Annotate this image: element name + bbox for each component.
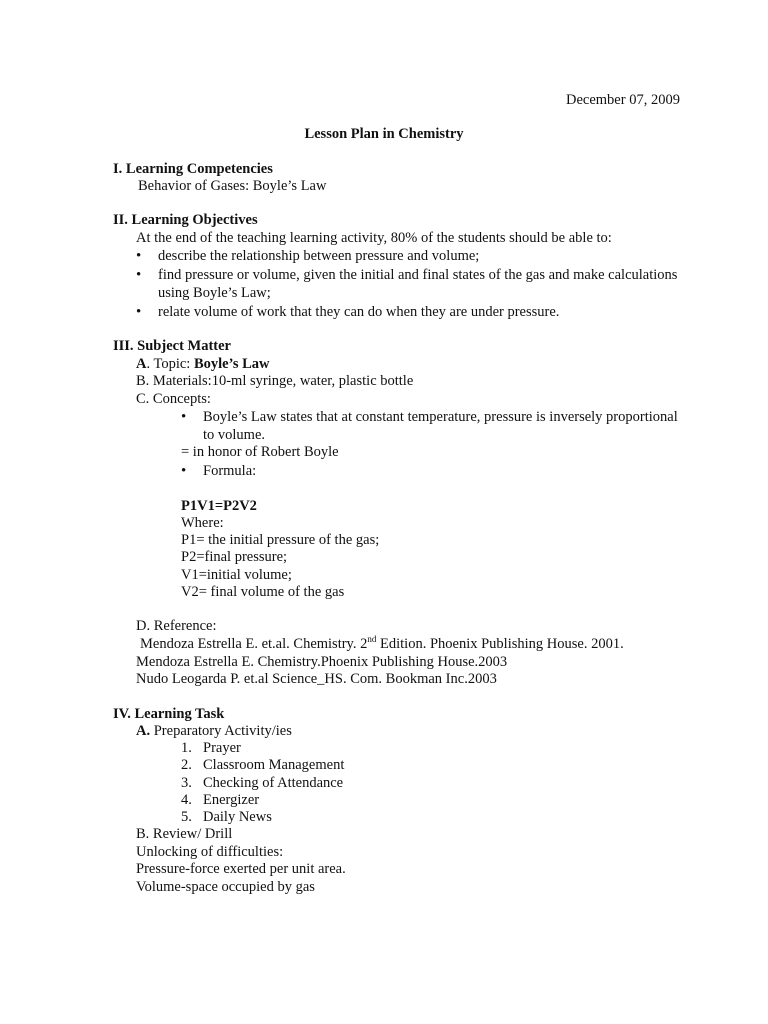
objective-item: • relate volume of work that they can do when they are under pressure. [158,304,559,321]
reference-item [140,636,624,653]
section-heading-subject-matter: III. Subject Matter [113,338,231,354]
objective-item-continued: using Boyle’s Law; [158,285,271,301]
unlocking-line: Unlocking of difficulties: [136,844,284,860]
formula-label: • Formula: [203,463,256,480]
activity-number: 2. [181,757,192,773]
activity-item [181,775,344,792]
reference-item: Mendoza Estrella E. Chemistry.Phoenix Publishing House.2003 [136,654,508,670]
activity-item [181,809,272,826]
objective-item: • describe the relationship between pressure and volume; [158,248,479,265]
topic-letter: A [136,356,147,372]
activity-item [181,792,260,809]
activity-text: Checking of Attendance [203,775,344,791]
concept-item-continued: to volume. [203,427,266,443]
reference-text: Edition. Phoenix Publishing House. 2001. [376,636,624,652]
activity-number: 1. [181,740,192,756]
pressure-definition: Pressure-force exerted per unit area. [136,861,346,877]
variable-definition: P1= the initial pressure of the gas; [181,532,380,548]
formula: P1V1=P2V2 [181,498,257,514]
where-label: Where: [181,515,224,531]
topic-prefix: . Topic: [146,356,191,372]
variable-definition: V2= final volume of the gas [181,584,345,600]
section-heading-competencies: I. Learning Competencies [113,161,273,177]
reference-label: D. Reference: [136,618,217,634]
activity-text: Daily News [203,809,272,825]
volume-definition: Volume-space occupied by gas [136,879,315,895]
activity-item [181,757,345,774]
objective-item: • find pressure or volume, given the initial and final states of the gas and make calculations [158,267,677,284]
preparatory-text: Preparatory Activity/ies [150,723,292,739]
activity-number: 5. [181,809,192,825]
activity-text: Prayer [203,740,241,756]
topic-value: Boyle’s Law [193,356,270,372]
document-date: December 07, 2009 [566,92,680,108]
concepts-line: C. Concepts: [136,391,211,407]
reference-item: Nudo Leogarda P. et.al Science_HS. Com. Bookman Inc.2003 [136,671,497,687]
review-line: B. Review/ Drill [136,826,233,842]
preparatory-line [136,723,292,740]
materials-line: B. Materials:10-ml syringe, water, plastic bottle [136,373,414,389]
concept-item: • Boyle’s Law states that at constant temperature, pressure is inversely proportional [203,409,678,426]
activity-number: 4. [181,792,192,808]
activity-text: Energizer [203,792,260,808]
section-heading-learning-task: IV. Learning Task [113,706,225,722]
activity-number: 3. [181,775,192,791]
section-heading-objectives: II. Learning Objectives [113,212,258,228]
variable-definition: P2=final pressure; [181,549,288,565]
activity-item [181,740,241,757]
objectives-intro: At the end of the teaching learning activity, 80% of the students should be able to: [136,230,612,246]
topic-line [136,356,270,373]
document-title: Lesson Plan in Chemistry [304,126,464,142]
honor-line: = in honor of Robert Boyle [181,444,339,460]
reference-superscript: nd [367,634,377,644]
competency-text: Behavior of Gases: Boyle’s Law [138,178,327,194]
preparatory-letter: A. [136,723,151,739]
variable-definition: V1=initial volume; [181,567,292,583]
activity-text: Classroom Management [203,757,345,773]
reference-text: Mendoza Estrella E. et.al. Chemistry. 2 [140,636,368,652]
